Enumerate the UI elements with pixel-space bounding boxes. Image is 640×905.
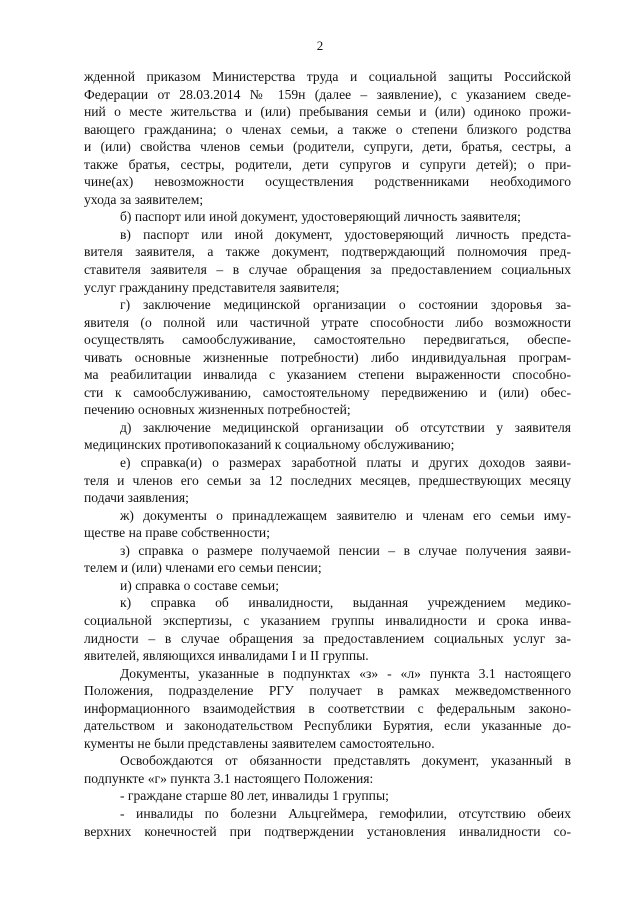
text-line: телем и (или) членами его семьи пенсии;: [84, 560, 322, 576]
text-line: подпункте «г» пункта 3.1 настоящего Положения:: [84, 770, 374, 786]
text-line: Положения, подразделение РГУ получает в рамках межведомственного: [84, 683, 571, 699]
text-line: б) паспорт или иной документ, удостоверяющий личность заявителя;: [120, 209, 521, 225]
text-line: верхних конечностей при подтверждении установления инвалидности со-: [84, 823, 571, 839]
page-number: 2: [316, 38, 324, 53]
text-line: чивать основные жизненные потребности) либо индивидуальная програм-: [84, 349, 571, 365]
text-line: г) заключение медицинской организации о состоянии здоровья за-: [120, 297, 571, 313]
text-line: к) справка об инвалидности, выданная учреждением медико-: [120, 595, 571, 611]
text-line: ществе на праве собственности;: [84, 525, 270, 541]
text-line: услуг гражданину представителя заявителя;: [84, 279, 340, 295]
text-line: сти к самообслуживанию, самостоятельному передвижению и (или) обес-: [84, 384, 571, 400]
text-line: ма реабилитации инвалида с указанием степени выраженности способно-: [84, 367, 571, 383]
text-line: явителей, являющихся инвалидами I и II группы.: [84, 648, 369, 664]
text-line: вающего гражданина; о членах семьи, а также о степени близкого родства: [84, 121, 571, 137]
text-line: лидности – в случае обращения за предоставлением социальных услуг за-: [84, 630, 571, 646]
text-line: чине(ах) невозможности осуществления родственниками необходимого: [84, 174, 571, 190]
text-line: д) заключение медицинской организации об отсутствии у заявителя: [120, 419, 571, 435]
text-line: Документы, указанные в подпунктах «з» - «л» пункта 3.1 настоящего: [120, 665, 571, 681]
text-line: осуществлять самообслуживание, самостоятельно передвигаться, обеспе-: [84, 332, 571, 348]
text-line: - инвалиды по болезни Альцгеймера, гемофилии, отсутствию обеих: [120, 805, 571, 821]
text-line: в) паспорт или иной документ, удостоверяющий личность предста-: [120, 226, 571, 242]
text-line: печению основных жизненных потребностей;: [84, 402, 351, 418]
text-line: информационного взаимодействия в соответствии с федеральным законо-: [84, 700, 571, 716]
text-line: явителя (о полной или частичной утрате способности либо возможности: [84, 314, 571, 330]
text-line: жденной приказом Министерства труда и социальной защиты Российской: [84, 69, 571, 84]
text-line: подачи заявления;: [84, 490, 189, 506]
text-line: социальной экспертизы, с указанием группы инвалидности и срока инва-: [84, 612, 571, 628]
text-line: - граждане старше 80 лет, инвалиды 1 группы;: [120, 788, 389, 804]
text-line: теля и членов его семьи за 12 последних месяцев, предшествующих месяцу: [84, 472, 571, 488]
text-line: е) справка(и) о размерах заработной платы и других доходов заяви-: [120, 455, 571, 471]
text-line: медицинских противопоказаний к социальному обслуживанию;: [84, 437, 455, 453]
text-line: з) справка о размере получаемой пенсии – в случае получения заяви-: [120, 542, 571, 558]
text-line: кументы не были представлены заявителем самостоятельно.: [84, 735, 435, 751]
text-line: Федерации от 28.03.2014 № 159н (далее – заявление), с указанием сведе-: [84, 86, 571, 102]
text-line: и) справка о составе семьи;: [120, 577, 279, 593]
text-line: вителя заявителя, а также документ, подтверждающий полномочия пред-: [84, 244, 571, 260]
text-line: Освобождаются от обязанности представлять документ, указанный в: [120, 753, 571, 769]
text-line: ухода за заявителем;: [84, 191, 204, 207]
text-line: и (или) свойства членов семьи (родители, супруги, дети, братья, сестры, а: [84, 139, 571, 155]
body-text: [84, 68, 571, 840]
text-line: также братья, сестры, родители, дети супругов и супруги детей); о при-: [84, 156, 571, 172]
text-line: ний о месте жительства и (или) пребывания семьи и (или) одиноко прожи-: [84, 104, 571, 120]
text-line: ставителя заявителя – в случае обращения за предоставлением социальных: [84, 262, 571, 278]
text-line: дательством и законодательством Республики Бурятия, если указанные до-: [84, 718, 571, 734]
text-line: ж) документы о принадлежащем заявителю и членам его семьи иму-: [120, 507, 571, 523]
